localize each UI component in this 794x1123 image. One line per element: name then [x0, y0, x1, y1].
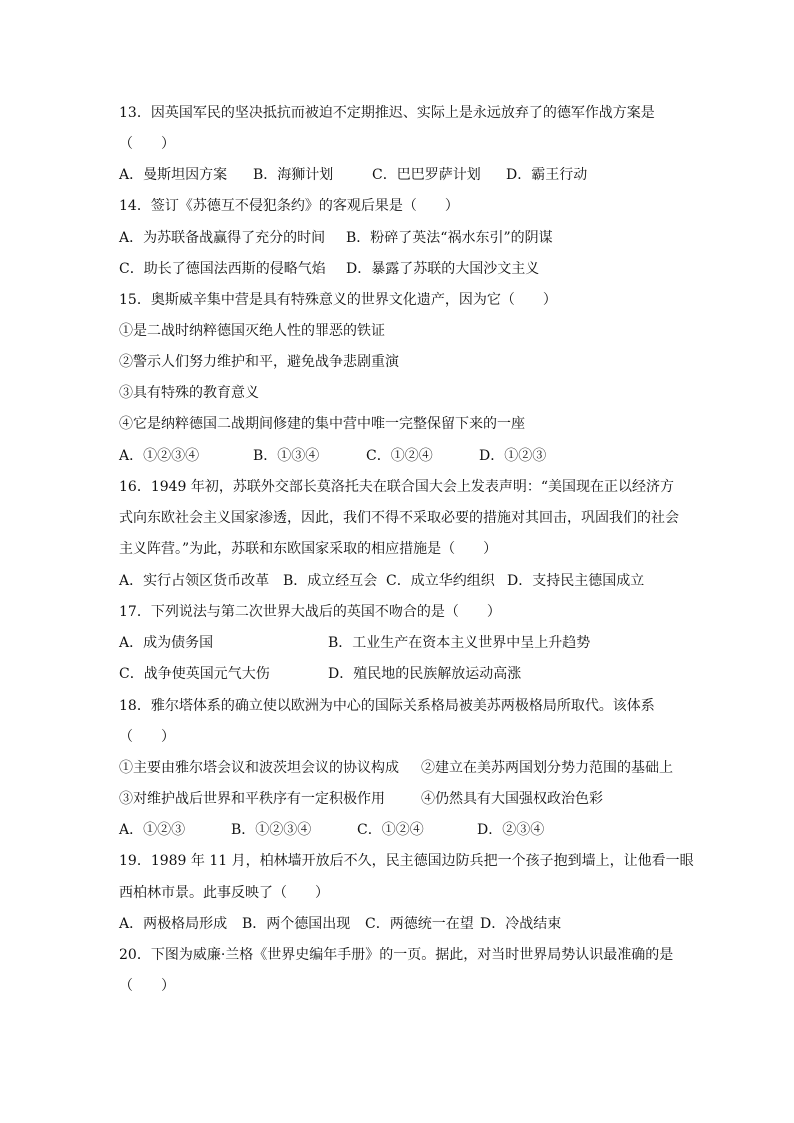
q19-option-d[interactable]: D．冷战结束: [480, 916, 562, 932]
q15-item-1: ①是二战时纳粹德国灭绝人性的罪恶的铁证: [119, 323, 385, 339]
q16-option-d[interactable]: D．支持民主德国成立: [507, 573, 645, 589]
q19-stem-line-1: 19．1989 年 11 月，柏林墙开放后不久，民主德国边防兵把一个孩子抱到墙上，让他看一眼: [119, 853, 694, 869]
q13-option-b[interactable]: B．海狮计划: [253, 167, 334, 183]
q17-option-d[interactable]: D．殖民地的民族解放运动高涨: [328, 666, 522, 682]
q14-options-row-1: [119, 228, 553, 248]
q17-options-row-1: [119, 633, 590, 653]
q18-stem-line-1: 18．雅尔塔体系的确立使以欧洲为中心的国际关系格局被美苏两极格局所取代。该体系: [119, 698, 655, 714]
q18-items-row-2: [119, 789, 603, 809]
q13-stem-line-1: 13．因英国军民的坚决抵抗而被迫不定期推迟、实际上是永远放弃了的德军作战方案是: [119, 105, 655, 121]
q14-option-b[interactable]: B．粉碎了英法“祸水东引”的阴谋: [346, 230, 553, 246]
q16-option-b[interactable]: B．成立经互会: [283, 573, 378, 589]
q14-option-d[interactable]: D．暴露了苏联的大国沙文主义: [346, 261, 540, 277]
q17-option-c[interactable]: C．战争使英国元气大伤: [119, 666, 270, 682]
q15-options: [119, 446, 546, 466]
q13-stem-line-2: （ ）: [119, 136, 175, 152]
q15-item-2: ②警示人们努力维护和平，避免战争悲剧重演: [119, 354, 399, 370]
q14-options-row-2: [119, 259, 539, 279]
q13-options: [119, 165, 587, 185]
q14-stem: 14．签订《苏德互不侵犯条约》的客观后果是（ ）: [119, 198, 459, 214]
q16-option-a[interactable]: A．实行占领区货币改革: [119, 573, 270, 589]
q17-option-b[interactable]: B．工业生产在资本主义世界中呈上升趋势: [328, 635, 591, 651]
exam-page: [119, 0, 694, 1123]
q18-item-3: ③对维护战后世界和平秩序有一定积极作用: [119, 791, 385, 807]
q19-option-a[interactable]: A．两极格局形成: [119, 916, 228, 932]
q18-option-d[interactable]: D．②③④: [477, 822, 545, 838]
q16-stem-line-3: 主义阵营。”为此，苏联和东欧国家采取的相应措施是（ ）: [119, 541, 498, 557]
q18-option-b[interactable]: B．①②③④: [231, 822, 312, 838]
q13-option-a[interactable]: A．曼斯坦因方案: [119, 167, 228, 183]
q15-item-4: ④它是纳粹德国二战期间修建的集中营中唯一完整保留下来的一座: [119, 416, 525, 432]
q15-option-b[interactable]: B．①③④: [253, 448, 320, 464]
q18-item-4: ④仍然具有大国强权政治色彩: [421, 791, 603, 807]
q15-item-3: ③具有特殊的教育意义: [119, 385, 259, 401]
q17-option-a[interactable]: A．成为债务国: [119, 635, 214, 651]
q18-option-c[interactable]: C．①②④: [357, 822, 424, 838]
q16-stem-line-1: 16．1949 年初，苏联外交部长莫洛托夫在联合国大会上发表声明：“美国现在正以经济方: [119, 479, 675, 495]
q15-option-c[interactable]: C．①②④: [366, 448, 433, 464]
q19-stem-line-2: 西柏林市景。此事反映了（ ）: [119, 885, 329, 901]
q16-option-c[interactable]: C．成立华约组织: [386, 573, 495, 589]
q15-option-a[interactable]: A．①②③④: [119, 448, 200, 464]
q13-option-d[interactable]: D．霸王行动: [506, 167, 588, 183]
q14-option-c[interactable]: C．助长了德国法西斯的侵略气焰: [119, 261, 326, 277]
q15-stem: 15．奥斯威辛集中营是具有特殊意义的世界文化遗产，因为它（ ）: [119, 292, 557, 308]
q18-stem-line-2: （ ）: [119, 729, 175, 745]
q15-option-d[interactable]: D．①②③: [479, 448, 547, 464]
q17-stem: 17．下列说法与第二次世界大战后的英国不吻合的是（ ）: [119, 604, 501, 620]
q18-options: [119, 820, 544, 840]
q18-items-row-1: [119, 758, 673, 778]
q13-option-c[interactable]: C．巴巴罗萨计划: [372, 167, 481, 183]
q19-option-b[interactable]: B．两个德国出现: [242, 916, 351, 932]
q16-stem-line-2: 式向东欧社会主义国家渗透，因此，我们不得不采取必要的措施对其回击，巩固我们的社会: [119, 510, 679, 526]
q20-stem-line-1: 20．下图为威廉·兰格《世界史编年手册》的一页。据此，对当时世界局势认识最准确的是: [119, 947, 674, 963]
q14-option-a[interactable]: A．为苏联备战赢得了充分的时间: [119, 230, 326, 246]
q19-option-c[interactable]: C．两德统一在望: [365, 916, 474, 932]
q20-stem-line-2: （ ）: [119, 978, 175, 994]
q18-item-1: ①主要由雅尔塔会议和波茨坦会议的协议构成: [119, 760, 399, 776]
q16-options: [119, 571, 644, 591]
q17-options-row-2: [119, 664, 521, 684]
q18-item-2: ②建立在美苏两国划分势力范围的基础上: [421, 760, 673, 776]
q19-options: [119, 914, 561, 934]
q18-option-a[interactable]: A．①②③: [119, 822, 186, 838]
